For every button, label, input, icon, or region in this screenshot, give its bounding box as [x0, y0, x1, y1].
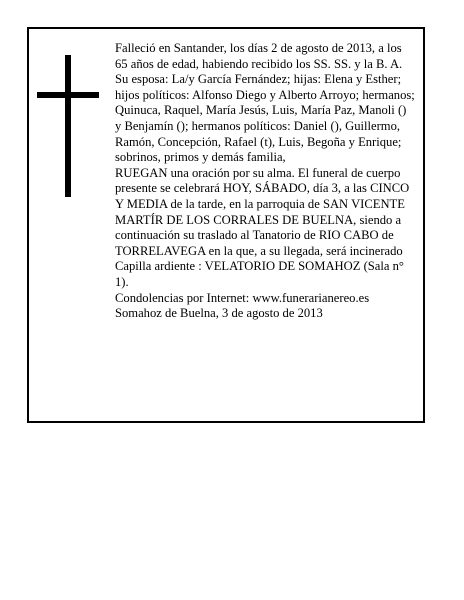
place-date-line: Somahoz de Buelna, 3 de agosto de 2013: [115, 306, 323, 321]
cross-horizontal-bar: [37, 92, 99, 98]
notice-text: [115, 41, 415, 322]
funeral-details: RUEGAN una oración por su alma. El funeral de cuerpo presente se celebrará HOY, SÁBADO, día 3, a las CINCO Y MEDIA de la tarde, en la parroquia de SAN VICENTE MARTÍR DE LOS CORRALES DE BUELNA, siendo a continuación su traslado al Tanatorio de RIO CABO de TORRELAVEGA en la que, a su llegada, será incinerado Capilla ardiente : VELATORIO DE SOMAHOZ (Sala n° 1).: [115, 165, 410, 289]
latin-cross-icon: [37, 55, 99, 197]
obituary-notice: [27, 27, 425, 423]
condolences-line: Condolencias por Internet: www.funerarianereo.es: [115, 290, 370, 305]
death-announcement: Falleció en Santander, los días 2 de agosto de 2013, a los 65 años de edad, habiendo recibido los SS. SS. y la B. A.: [115, 41, 403, 71]
cross-vertical-bar: [65, 55, 71, 197]
family-list: Su esposa: La/y García Fernández; hijas: Elena y Esther; hijos políticos: Alfonso Diego y Alberto Arroyo; hermanos; Quinuca, Raquel, María Jesús, Luis, María Paz, Manoli () y Benjamín (); hermanos políticos: Daniel (), Guillermo, Ramón, Concepción, Rafael (t), Luis, Begoña y Enrique; sobrinos, primos y demás familia,: [115, 72, 415, 165]
